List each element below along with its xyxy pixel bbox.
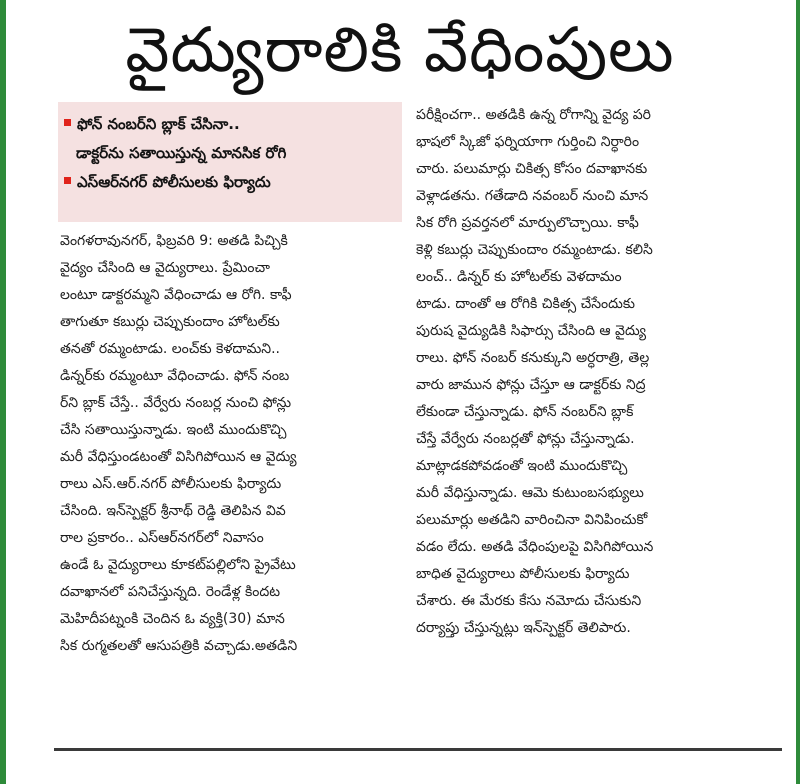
- text-line: ఉండే ఓ వైద్యురాలు కూకట్‌పల్లిలోని ప్రైవేటు: [60, 557, 296, 573]
- bullet-square-icon: [64, 119, 71, 126]
- text-line: వైద్యం చేసింది ఆ వైద్యురాలు. ప్రేమించా: [60, 260, 270, 276]
- text-line: బాధిత వైద్యురాలు పోలీసులకు ఫిర్యాదు: [416, 566, 630, 582]
- text-line: లంటూ డాక్టరమ్మని వేధించాడు ఆ రోగి. కాఫీ: [60, 287, 292, 303]
- highlight-item: [64, 141, 394, 170]
- text-line: భాషలో స్కిజో ఫర్నియాగా గుర్తించి నిర్ధారిం: [416, 134, 640, 150]
- text-line: మెహిదీపట్నంకి చెందిన ఓ వ్యక్తి(30) మాన: [60, 611, 285, 627]
- page-border-left: [0, 0, 6, 784]
- text-line: మరీ వేధిస్తుండటంతో విసిగిపోయిన ఆ వైద్యు: [60, 449, 297, 465]
- text-line: సిక రోగి ప్రవర్తనలో మార్పులొచ్చాయి. కాఫీ: [416, 215, 639, 231]
- text-line: చేస్తే వేర్వేరు నంబర్లతో ఫోన్లు చేస్తున్నాడు.: [416, 431, 635, 447]
- text-line: మాట్లాడకపోవడంతో ఇంటి ముందుకొచ్చి: [416, 458, 628, 474]
- highlight-text: డాక్టర్‌ను సతాయిస్తున్న మానసిక రోగి: [76, 144, 287, 162]
- highlight-item: [64, 170, 394, 199]
- section-divider: [54, 748, 782, 751]
- text-line: పరీక్షించగా.. అతడికి ఉన్న రోగాన్ని వైద్య పరి: [416, 107, 651, 123]
- highlight-text: ఫోన్ నంబర్‌ని బ్లాక్ చేసినా..: [77, 115, 240, 133]
- text-line: తాగుతూ కబుర్లు చెప్పుకుందాం హోటల్‌కు: [60, 314, 280, 330]
- text-line: రాల ప్రకారం.. ఎస్ఆర్‌నగర్‌లో నివాసం: [60, 530, 264, 546]
- text-line: మరీ వేధిస్తున్నాడు. ఆమె కుటుంబసభ్యులు: [416, 485, 644, 501]
- text-line: చారు. పలుమార్లు చికిత్స కోసం దవాఖానకు: [416, 161, 648, 177]
- text-line: వెళ్లాడతను. గతేడాది నవంబర్ నుంచి మాన: [416, 188, 649, 204]
- text-line: చేసింది. ఇన్‌స్పెక్టర్ శ్రీనాథ్ రెడ్డి తెలిపిన వివ: [60, 503, 286, 519]
- text-line: లేకుండా చేస్తున్నాడు. ఫోన్ నంబర్‌ని బ్లాక్: [416, 404, 634, 420]
- page-border-right: [796, 0, 800, 784]
- article-column-right: [416, 102, 782, 642]
- article-headline: వైద్యురాలికి వేధింపులు: [125, 13, 675, 86]
- text-line: కెళ్లి కబుర్లు చెప్పుకుందాం రమ్మంటాడు. కలిసి: [416, 242, 653, 258]
- article-column-left: [60, 228, 404, 660]
- text-line: తనతో రమ్మంటాడు. లంచ్‌కు కెళదామని..: [60, 341, 281, 357]
- text-line: రాలు. ఫోన్ నంబర్ కనుక్కుని అర్ధరాత్రి, తెల్ల: [416, 350, 650, 366]
- text-line: డిన్నర్‌కు రమ్మంటూ వేధించాడు. ఫోన్ నంబ: [60, 368, 290, 384]
- text-line: టాడు. దాంతో ఆ రోగికి చికిత్స చేసేందుకు: [416, 296, 636, 312]
- text-line: వెంగళరావునగర్, ఫిబ్రవరి 9: అతడి పిచ్చికి: [60, 233, 288, 249]
- text-line: చేశారు. ఈ మేరకు కేసు నమోదు చేసుకుని: [416, 593, 642, 609]
- text-line: సిక రుగ్మతలతో ఆసుపత్రికి వచ్చాడు.అతడిని: [60, 638, 298, 654]
- bullet-square-icon: [64, 177, 71, 184]
- highlight-item: [64, 112, 394, 141]
- text-line: రాలు ఎస్.ఆర్.నగర్ పోలీసులకు ఫిర్యాదు: [60, 476, 282, 492]
- text-line: దవాఖానలో పనిచేస్తున్నది. రెండేళ్ల కిందట: [60, 584, 281, 600]
- text-line: పలుమార్లు అతడిని వారించినా వినిపించుకో: [416, 512, 648, 528]
- text-line: పురుష వైద్యుడికి సిఫార్సు చేసింది ఆ వైద్యు: [416, 323, 646, 339]
- text-line: దర్యాప్తు చేస్తున్నట్లు ఇన్‌స్పెక్టర్ తెలిపారు.: [416, 620, 631, 636]
- highlights-box: [58, 102, 402, 222]
- highlight-text: ఎస్ఆర్‌నగర్ పోలీసులకు ఫిర్యాదు: [77, 173, 271, 191]
- text-line: చేసి సతాయిస్తున్నాడు. ఇంటి ముందుకొచ్చి: [60, 422, 287, 438]
- text-line: ర్‌ని బ్లాక్ చేస్తే.. వేర్వేరు నంబర్ల నుంచి ఫోన్లు: [60, 395, 292, 411]
- text-line: వారు జామున ఫోన్లు చేస్తూ ఆ డాక్టర్‌కు నిద్ర: [416, 377, 646, 393]
- text-line: వడం లేదు. అతడి వేధింపులపై విసిగిపోయిన: [416, 539, 654, 555]
- text-line: లంచ్.. డిన్నర్ కు హోటల్‌కు వెళదామం: [416, 269, 622, 285]
